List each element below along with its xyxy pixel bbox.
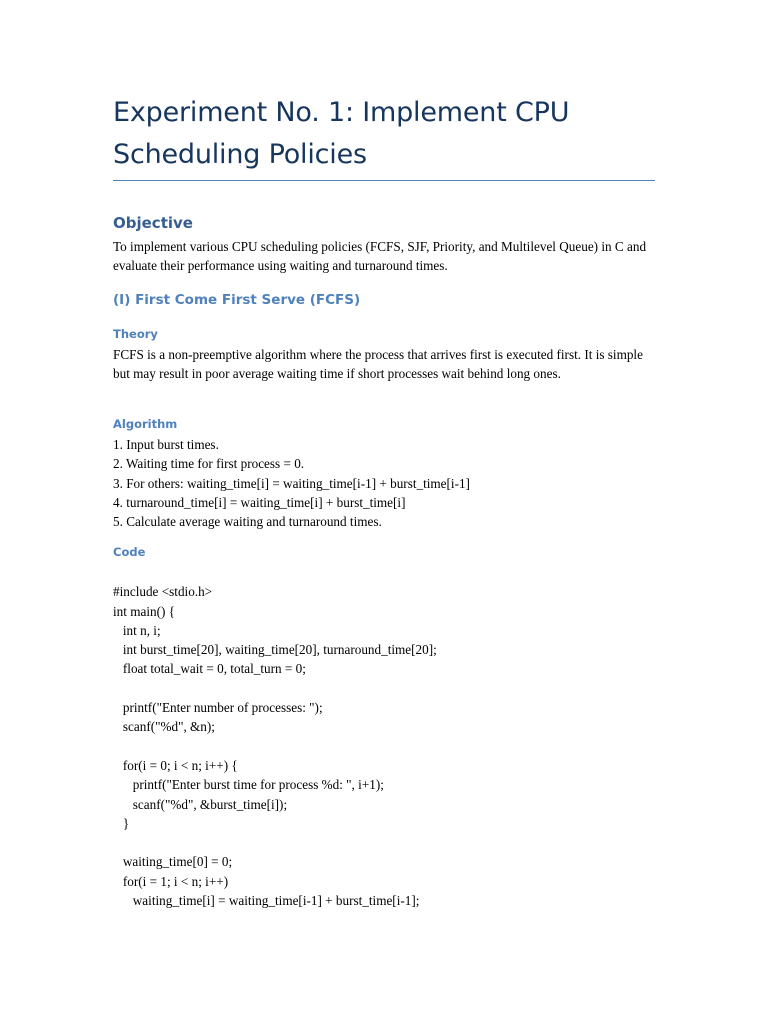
algorithm-step: 5. Calculate average waiting and turnaround times.	[113, 514, 382, 530]
code-line: scanf("%d", &n);	[113, 719, 215, 735]
algorithm-steps	[113, 435, 470, 531]
objective-heading: Objective	[113, 214, 193, 232]
code-line: int burst_time[20], waiting_time[20], turnaround_time[20];	[113, 642, 437, 658]
code-heading: Code	[113, 545, 146, 559]
code-line	[113, 833, 437, 852]
algorithm-step: 1. Input burst times.	[113, 437, 219, 452]
code-line	[113, 737, 437, 756]
algorithm-step: 2. Waiting time for first process = 0.	[113, 456, 305, 472]
code-line: #include <stdio.h>	[113, 584, 213, 600]
code-line: scanf("%d", &burst_time[i]);	[113, 796, 288, 812]
fcfs-heading: (I) First Come First Serve (FCFS)	[113, 292, 361, 308]
theory-heading: Theory	[113, 327, 158, 341]
objective-text: To implement various CPU scheduling policies (FCFS, SJF, Priority, and Multilevel Queue) in C and evaluate their performance using waiting and turnaround times.	[113, 239, 647, 274]
document-title: Experiment No. 1: Implement CPU Scheduling Policies	[113, 97, 570, 170]
code-line: waiting_time[i] = waiting_time[i-1] + burst_time[i-1];	[113, 893, 420, 909]
code-line: float total_wait = 0, total_turn = 0;	[113, 661, 306, 677]
code-block	[113, 563, 437, 910]
code-line: int main() {	[113, 603, 175, 619]
code-line: waiting_time[0] = 0;	[113, 854, 233, 870]
code-line: printf("Enter number of processes: ");	[113, 700, 323, 716]
algorithm-step: 3. For others: waiting_time[i] = waiting_time[i-1] + burst_time[i-1]	[113, 475, 470, 491]
code-line: }	[113, 815, 130, 831]
code-line	[113, 563, 437, 582]
code-line: for(i = 0; i < n; i++) {	[113, 757, 238, 773]
code-line: printf("Enter burst time for process %d: ", i+1);	[113, 777, 384, 793]
algorithm-heading: Algorithm	[113, 417, 178, 431]
title-underline	[113, 180, 655, 181]
code-line: int n, i;	[113, 622, 161, 638]
algorithm-step: 4. turnaround_time[i] = waiting_time[i] + burst_time[i]	[113, 494, 406, 510]
theory-text: FCFS is a non-preemptive algorithm where the process that arrives first is executed first. It is simple but may result in poor average waiting time if short processes wait behind long ones.	[113, 347, 643, 382]
code-line	[113, 679, 437, 698]
code-line: for(i = 1; i < n; i++)	[113, 873, 229, 889]
